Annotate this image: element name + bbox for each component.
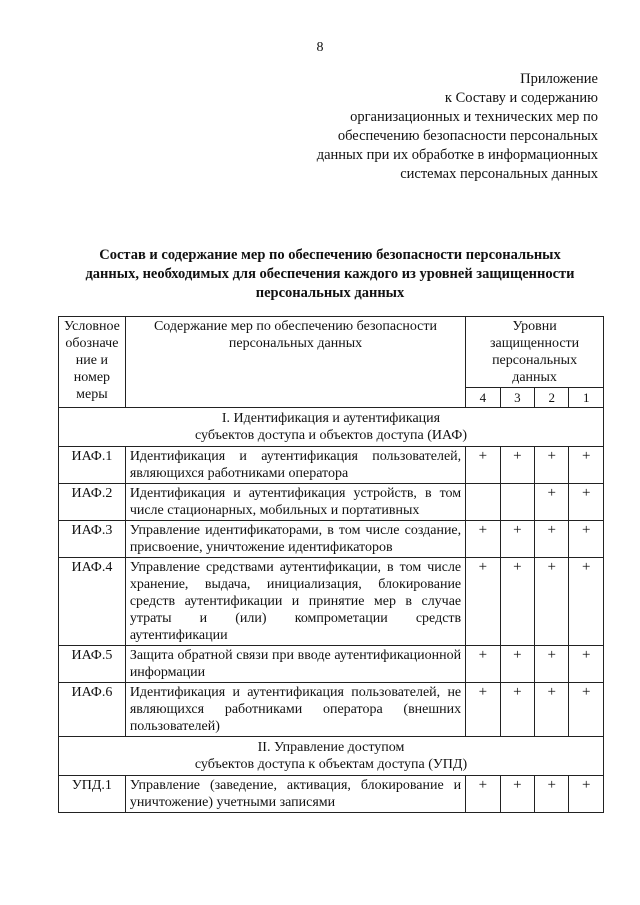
- mark-level-1: +: [569, 521, 604, 558]
- table-row: [59, 521, 604, 558]
- mark-level-3: +: [500, 447, 534, 484]
- mark-level-2: +: [535, 484, 569, 521]
- mark-level-4: +: [466, 521, 500, 558]
- mark-level-2: +: [535, 521, 569, 558]
- mark-level-2: +: [535, 776, 569, 813]
- document-title: [40, 246, 620, 303]
- measures-table: [58, 316, 604, 813]
- mark-level-4: [466, 484, 500, 521]
- mark-level-4: +: [466, 447, 500, 484]
- section-row: [59, 408, 604, 447]
- table-row: [59, 646, 604, 683]
- appendix-note: [298, 70, 598, 184]
- measure-code: ИАФ.4: [59, 558, 126, 646]
- measure-code: ИАФ.5: [59, 646, 126, 683]
- header-level-2: 2: [535, 388, 569, 408]
- header-description: Содержание мер по обеспечению безопасности персональных данных: [125, 317, 465, 408]
- measure-text: Управление идентификаторами, в том числе создание, присвоение, уничтожение идентификаторов: [125, 521, 465, 558]
- measure-text: Управление (заведение, активация, блокирование и уничтожение) учетными записями: [125, 776, 465, 813]
- mark-level-3: [500, 484, 534, 521]
- appendix-line: данных при их обработке в информационных: [316, 147, 598, 163]
- mark-level-1: +: [569, 646, 604, 683]
- table-row: [59, 484, 604, 521]
- section-title: [59, 408, 604, 447]
- measure-text: Идентификация и аутентификация пользователей, являющихся работниками оператора: [125, 447, 465, 484]
- table-row: [59, 558, 604, 646]
- appendix-line: системах персональных данных: [400, 166, 598, 182]
- mark-level-2: +: [535, 447, 569, 484]
- measure-code: ИАФ.1: [59, 447, 126, 484]
- section-title-line: субъектов доступа и объектов доступа (ИАФ): [195, 428, 467, 443]
- section-row: [59, 737, 604, 776]
- appendix-line: обеспечению безопасности персональных: [337, 128, 598, 144]
- measure-code: ИАФ.2: [59, 484, 126, 521]
- header-level-3: 3: [500, 388, 534, 408]
- measure-text: Защита обратной связи при вводе аутентификационной информации: [125, 646, 465, 683]
- mark-level-3: +: [500, 776, 534, 813]
- mark-level-3: +: [500, 646, 534, 683]
- mark-level-1: +: [569, 484, 604, 521]
- mark-level-1: +: [569, 683, 604, 737]
- measure-code: ИАФ.3: [59, 521, 126, 558]
- mark-level-4: +: [466, 646, 500, 683]
- mark-level-2: +: [535, 683, 569, 737]
- table-row: [59, 683, 604, 737]
- mark-level-4: +: [466, 558, 500, 646]
- section-title-line: I. Идентификация и аутентификация: [221, 411, 441, 426]
- measure-text: Управление средствами аутентификации, в том числе хранение, выдача, инициализация, блокирование средств аутентификации и принятие мер в случае утраты и (или) компрометации средств аутентификации: [125, 558, 465, 646]
- mark-level-1: +: [569, 558, 604, 646]
- title-line: данных, необходимых для обеспечения каждого из уровней защищенности: [85, 266, 575, 282]
- appendix-line: к Составу и содержанию: [444, 90, 598, 106]
- mark-level-1: +: [569, 447, 604, 484]
- mark-level-3: +: [500, 683, 534, 737]
- section-title-line: II. Управление доступом: [257, 740, 405, 755]
- header-level-1: 1: [569, 388, 604, 408]
- header-levels: Уровни защищенности персональных данных: [466, 317, 604, 388]
- header-level-4: 4: [466, 388, 500, 408]
- mark-level-4: +: [466, 776, 500, 813]
- table-row: [59, 447, 604, 484]
- measure-code: ИАФ.6: [59, 683, 126, 737]
- mark-level-2: +: [535, 646, 569, 683]
- mark-level-3: +: [500, 521, 534, 558]
- measure-text: Идентификация и аутентификация пользователей, не являющихся работниками оператора (внешних пользователей): [125, 683, 465, 737]
- appendix-line: Приложение: [520, 71, 598, 87]
- table-row: [59, 776, 604, 813]
- mark-level-1: +: [569, 776, 604, 813]
- mark-level-3: +: [500, 558, 534, 646]
- mark-level-2: +: [535, 558, 569, 646]
- mark-level-4: +: [466, 683, 500, 737]
- title-line: персональных данных: [255, 285, 405, 301]
- section-title: [59, 737, 604, 776]
- measure-code: УПД.1: [59, 776, 126, 813]
- page-number: 8: [316, 40, 324, 55]
- header-code: Условное обозначе ние и номер меры: [59, 317, 126, 408]
- appendix-line: организационных и технических мер по: [350, 109, 598, 125]
- section-title-line: субъектов доступа к объектам доступа (УПД): [194, 757, 468, 772]
- measure-text: Идентификация и аутентификация устройств, в том числе стационарных, мобильных и портативных: [125, 484, 465, 521]
- title-line: Состав и содержание мер по обеспечению безопасности персональных: [99, 247, 561, 263]
